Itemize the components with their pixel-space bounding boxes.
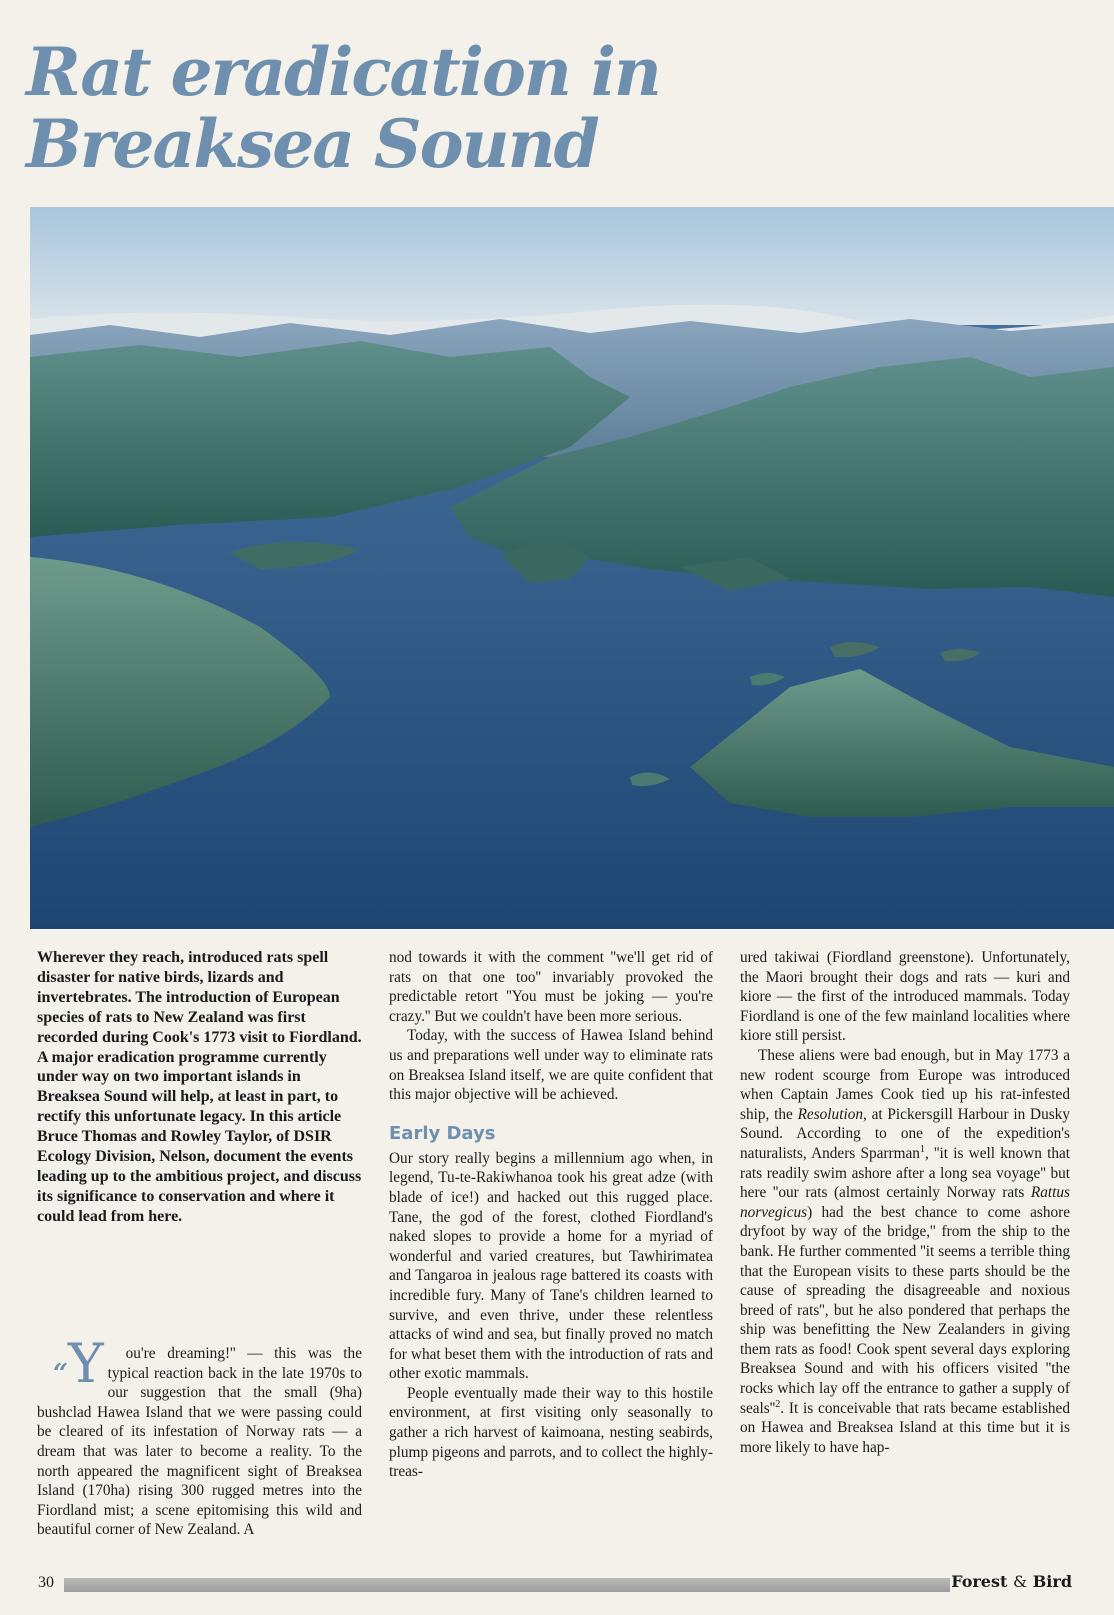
title-line-2: Breaksea Sound (26, 105, 598, 183)
col3-paragraph-1: ured takiwai (Fiordland greenstone). Unfortunately, the Maori brought their dogs and rats — kuri and kiore — the first of the introduced mammals. Today Fiordland is one of the few mainland localities where kiore still persist. (740, 949, 1070, 1045)
species-name: Rattus norvegicus (740, 1184, 1070, 1221)
column-3 (740, 948, 1070, 1457)
magazine-name-ampersand: & (1012, 1572, 1028, 1591)
column-1 (37, 948, 362, 1539)
col2-paragraph-2: Today, with the success of Hawea Island behind us and preparations well under way to eliminate rats on Breaksea Island itself, we are quite confident that this major objective will be achieved. (389, 1027, 713, 1104)
column-2 (389, 948, 713, 1482)
intro-paragraph (37, 1332, 362, 1540)
page-footer (38, 1572, 1072, 1596)
col3-p2-part-d: ) had the best chance to come ashore dryfoot by way of the bridge,'' from the ship to the bank. He further commented ''it seems a terrible thing that the European visits to these parts should be the cause of spreading the disagreeable and noxious breed of rats'', but he also pondered that perhaps the ship was benefitting the New Zealanders in giving them rats as food! Cook spent several days exploring Breaksea Sound and with his officers visited ''the rocks which lay off the entrance to gather a supply of seals'' (740, 1203, 1070, 1417)
magazine-name (951, 1572, 1072, 1591)
col3-paragraph-2 (740, 1046, 1070, 1457)
footnote-ref-1: 1 (919, 1143, 925, 1155)
col3-p2-part-b: , at Pickersgill Harbour in Dusky Sound. According to one of the expedition's naturalists, Anders Sparrman (740, 1105, 1070, 1162)
subhead-early-days: Early Days (389, 1122, 496, 1144)
col3-p2-part-a: These aliens were bad enough, but in May 1773 a new rodent scourge from Europe was introduced when Captain James Cook tied up his rat-infested ship, the (740, 1046, 1070, 1123)
article-lede: Wherever they reach, introduced rats spell disaster for native birds, lizards and invertebrates. The introduction of European species of rats to New Zealand was first recorded during Cook's 1773 visit to Fiordland. A major eradication programme currently under way on two important islands in Breaksea Sound will help, at least in part, to rectify this unfortunate legacy. In this article Bruce Thomas and Rowley Taylor, of DSIR Ecology Division, Nelson, document the events leading up to the ambitious project, and discuss its significance to conservation and where it could lead from here. (37, 949, 362, 1225)
magazine-name-part-1: Forest (951, 1572, 1008, 1591)
aerial-photo-illustration (30, 207, 1114, 929)
col2-paragraph-1: nod towards it with the comment ''we'll get rid of rats on that one too'' invariably provoked the predictable retort ''You must be joking — you're crazy.'' But we couldn't have been more serious. (389, 949, 713, 1025)
page-number: 30 (38, 1574, 54, 1591)
col2-paragraph-4: People eventually made their way to this hostile environment, at first visiting only seasonally to gather a rich harvest of kaimoana, nesting seabirds, plump pigeons and parrots, and to collect the highly-treas- (389, 1384, 713, 1481)
drop-cap-letter: Y (67, 1332, 104, 1395)
ship-name: Resolution (797, 1105, 863, 1123)
article-title (26, 33, 660, 183)
aerial-photo (30, 207, 1114, 929)
footnote-ref-2: 2 (775, 1398, 781, 1410)
drop-quote-mark: “ (53, 1359, 68, 1389)
intro-text: ou're dreaming!'' — this was the typical reaction back in the late 1970s to our suggestion that the small (9ha) bushclad Hawea Island that we were passing could be cleared of its infestation of Norway rats — a dream that was later to become a reality. To the north appeared the magnificent sight of Breaksea Island (170ha) rising 300 rugged metres into the Fiordland mist; a scene epitomising this wild and beautiful corner of New Zealand. A (37, 1345, 362, 1539)
footer-rule (64, 1578, 950, 1592)
magazine-name-part-2: Bird (1032, 1572, 1072, 1591)
title-line-1: Rat eradication in (26, 33, 660, 111)
col3-p2-part-e: . It is conceivable that rats became established on Hawea and Breaksea Island at this time but it is more likely to have hap- (740, 1399, 1070, 1456)
col3-p2-part-c: , ''it is well known that rats readily swim ashore after a long sea voyage'' but here ''our rats (almost certainly Norway rats (740, 1144, 1071, 1202)
col2-paragraph-3: Our story really begins a millennium ago when, in legend, Tu-te-Rakiwhanoa took his great adze (with blade of ice!) and hacked out this rugged place. Tane, the god of the forest, clothed Fiordland's naked slopes to provide a home for a myriad of wonderful and varied creatures, but Tawhirimatea and Tangaroa in jealous rage battered its coasts with incredible fury. Many of Tane's children learned to survive, and even thrive, under these relentless attacks of wind and sea, but finally proved no match for what beset them with the introduction of rats and other exotic mammals. (389, 1149, 713, 1383)
drop-cap (35, 1332, 104, 1395)
